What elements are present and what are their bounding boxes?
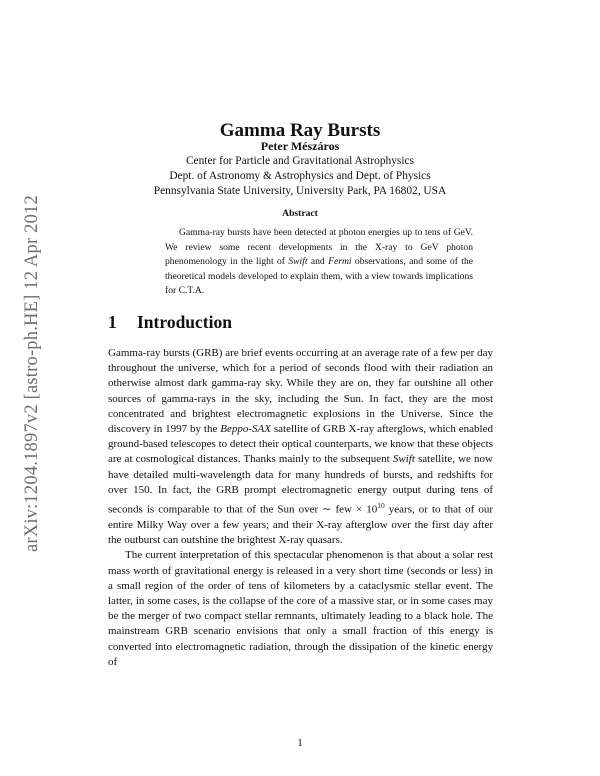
affiliation-line-2: Dept. of Astronomy & Astrophysics and Dept. of Physics	[169, 170, 431, 182]
p1-swift: Swift	[392, 453, 415, 466]
p1-exponent: 10	[377, 501, 385, 511]
affiliation-line-1: Center for Particle and Gravitational Astrophysics	[185, 155, 415, 167]
arxiv-identifier-text: arXiv:1204.1897v2 [astro-ph.HE] 12 Apr 2012	[21, 194, 42, 552]
body-text	[108, 346, 493, 670]
section-heading	[108, 312, 232, 333]
section-title: Introduction	[137, 312, 232, 332]
abstract-heading: Abstract	[282, 208, 318, 219]
section-number: 1	[108, 312, 117, 332]
paragraph-2: The current interpretation of this spectacular phenomenon is that about a solar rest mass worth of gravitational energy is released in a very short time (seconds or less) in a small region of the order of tens of kilometers by a cataclysmic stellar event. The latter, in some cases, is the collapse of the core of a massive star, or in some cases may be the merger of two compact stellar remnants, ultimately leading to a black hole. The mainstream GRB scenario envisions that only a small fraction of this energy is converted into electromagnetic radiation, through the dissipation of the kinetic energy of	[108, 549, 493, 668]
p1-text-d: years, or to that of our entire Milky Way over a few years; and their X-ray afterglow over the first day after the outburst can outshine the brightest X-ray quasars.	[108, 503, 493, 547]
author-name: Peter Mészáros	[260, 139, 340, 153]
abstract-swift: Swift	[288, 256, 308, 268]
abstract-text-1: Gamma-ray bursts have been detected at photon energies up to tens of GeV. We review some recent developments in the X-ray to GeV photon phenomenology in the light of	[165, 227, 473, 268]
arxiv-identifier	[22, 168, 42, 578]
affiliation-line-3: Pennsylvania State University, University Park, PA 16802, USA	[153, 185, 447, 197]
p1-text-c: satellite, we now have detailed multi-wavelength data for many hundreds of bursts, and redshifts for over 150. In fact, the GRB prompt electromagnetic energy output during tens of seconds is comparable to that of the Sun over ∼ few × 10	[108, 453, 494, 516]
p1-text-b: satellite of GRB X-ray afterglows, which enabled ground-based telescopes to detect their optical counterparts, we know that these objects are at cosmological distances. Thanks mainly to the subsequent	[108, 423, 493, 466]
abstract-text-3: observations, and some of the theoretical models developed to explain them, with a view towards implications for C.T.A.	[165, 256, 473, 297]
abstract-fermi: Fermi	[328, 256, 352, 268]
p1-text-a: Gamma-ray bursts (GRB) are brief events occurring at an average rate of a few per day throughout the universe, which for a period of seconds flood with their radiation an otherwise almost dark gamma-ray sky. While they are on, they far outshine all other sources of gamma-rays in the sky, including the Sun. In fact, they are the most concentrated and brightest electromagnetic explosions in the Universe. Since the discovery in 1997 by the	[108, 347, 493, 436]
page-number: 1	[297, 737, 303, 749]
abstract-body	[165, 226, 473, 299]
paragraph-1	[108, 346, 493, 548]
paper-title: Gamma Ray Bursts	[219, 120, 381, 141]
abstract-text-2: and	[307, 256, 329, 268]
p1-beppo-sax: Beppo-SAX	[220, 423, 271, 436]
